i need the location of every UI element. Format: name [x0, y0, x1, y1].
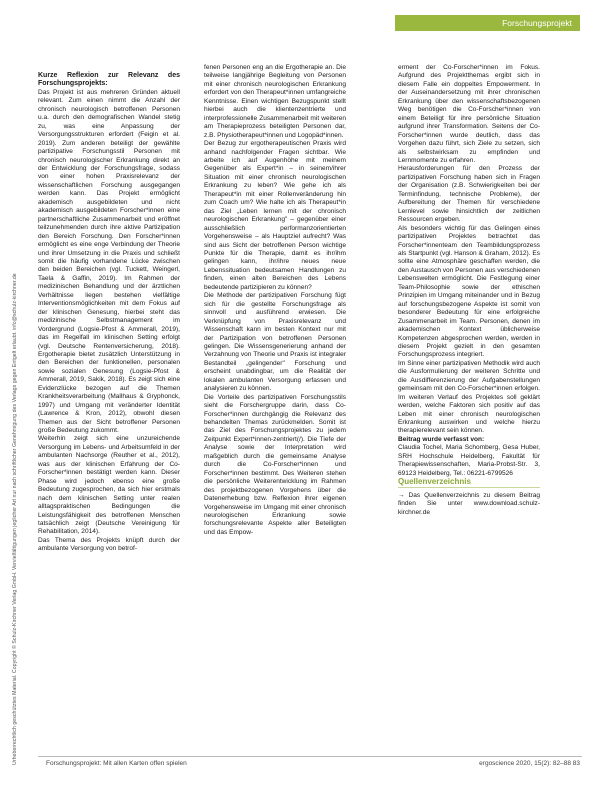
column-1: [38, 72, 180, 554]
paragraph: Das Thema des Projekts knüpft durch der ambulante Versorgung von betrof-: [38, 536, 180, 553]
footer-journal-page: ergoscience 2020, 15(2): 82–88 83: [479, 760, 580, 767]
paragraph: Das Projekt ist aus mehreren Gründen aktuell relevant. Zum einen nimmt die Anzahl der chronisch neurologisch betroffenen Personen u.a. durch den demografischen Wandel stetig zu, was eine Anpassung der Versorgungsstrukturen erfordert (Feigin et al. 2019). Zum anderen beteiligt der gewählte partizipative Forschungsstil Personen mit chronisch neurologischer Erkrankung direkt an der Entwicklung der Forschungsfrage, sodass von einer hohen Praxisrelevanz der wissenschaftlichen Forschung ausgegangen werden kann. Das Projekt ermöglicht akademisch ausgebildeten und nicht akademisch ausgebildeten Forscher*innen eine partnerschaftliche Zusammenarbeit und eröffnet teilzunehmenden durch ihre aktive Partizipation den Bereich Forschung. Den Forscher*innen ermöglicht es eine enge Verbindung der Theorie und ihrer Umsetzung in die Praxis und schließt somit die häufig vorhandene Lücke zwischen den beiden Bereichen (vgl. Tuckett, Weingerl, Taela & Gaffin, 2019). Im Rahmen der medizinischen Behandlung und der ärztlichen Verhältnisse liegen bestehen vielfältige Interventionsmöglichkeiten mit dem Fokus auf der klinischen Genesung, hierbei steht das medizinische Selbstmanagement im Vordergrund (Logsie-Pfost & Ammerall, 2019), das im Regelfall im klinischen Setting erfolgt (vgl. Deutsche Rentenversicherung, 2018). Ergotherapie bietet zusätzlich Unterstützung in den Bereichen der funktionellen, personalen sowie sozialen Genesung (Logsie-Pfost & Ammerall, 2019, Sakik, 2018). Es zeigt sich eine Evidenzlücke bezogen auf die Themen Krankheitsverarbeitung (Mallhaus & Gryphonck, 1997) und Umgang mit veränderter Identität (Lawrence & Kron, 2012), obwohl diesen Themen aus der Sicht betroffener Personen große Bedeutung zukommt.: [38, 88, 180, 435]
paragraph: Der Bezug zur ergotherapeutischen Praxis wird anhand nachfolgender Fragen sichtbar. Wie arbeite ich auf Augenhöhe mit meinem Gegenüber als Expert*in – in seinem/ihrer Situation mit einer chronisch neurologischen Erkrankung zu leben? Wie gehe ich als Therapeut*in mit einer Rollenveränderung hin zum Coach um? Wie halte ich als Therapeut*in das Ziel „Leben lernen mit der chronisch neurologischen Erkrankung" – gegenüber einer ausschließlich performanzorientierten Vorgehensweise – als Hauptziel aufrecht? Was sind aus Sicht der betroffenen Person wichtige Punkte für die Therapie, damit es ihr/ihm gelingen kann, ihr/ihre neues neue Lebenssituation bedeutsamen Handlungen zu finden, einen alten Bereichen des Lebens bedeutende partizipieren zu können?: [204, 140, 346, 291]
footer-running-title: Forschungsprojekt: Mit allen Karten offen spielen: [46, 760, 187, 767]
section-tag: Forschungsprojekt: [395, 15, 580, 31]
copyright-sidebar: [2, 40, 16, 770]
section-heading: Kurze Reflexion zur Relevanz des Forschungsprojekts:: [38, 72, 180, 88]
column-2: [204, 64, 346, 537]
paragraph: Als besonders wichtig für das Gelingen eines partizipativen Projektes betrachtet das Forscher*innenteam den Teambildungsprozess als Startpunkt (vgl. Hanson & Graham, 2012). Es sollte eine Atmosphäre geschaffen werden, die den Austausch von Personen aus verschiedenen Lebenswelten ermöglicht. Die Festlegung einer Team-Philosophie sowie der ethischen Prinzipien im Umgang miteinander und in Bezug auf forschungsbezogene Aspekte ist somit von besonderer Bedeutung für eine erfolgreiche Zusammenarbeit im Team. Personen, denen im akademischen Kontext üblicherweise Kompetenzen abgesprochen werden, werden in diesem Projekt gezielt in den gesamten Forschungsprozess integriert.: [398, 224, 540, 359]
paragraph: Die Methode der partizipativen Forschung fügt sich für die gestellte Forschungsfrage als sinnvoll und ausführend erwiesen. Die Verknüpfung von Praxisrelevanz und Wissenschaft kann im besten Kontext nur mit der Partizipation von betroffenen Personen gelingen. Die Wissensgenerierung anhand der Verzahnung von Theorie und Praxis ist integraler Bestandteil „gelingender" Forschung und erscheint unabdingbar, um die Realität der lokalen ambulanten Versorgung erfassen und analysieren zu können.: [204, 292, 346, 393]
references-divider: [398, 487, 540, 488]
authors-heading: Beitrag wurde verfasst von:: [398, 435, 485, 443]
references-heading: Quellenverzeichnis: [398, 477, 471, 487]
paragraph: erment der Co-Forscher*innen im Fokus. Aufgrund des Projektthemas ergibt sich in diesem Falle ein doppeltes Empowerment. In der Auseinandersetzung mit ihrer chronischen Erkrankung über den wissenschaftsbezogenen Weg benötigen die Co-Forscher*innen von einem Beteiligt für ihre persönliche Situation aufgrund ihrer Transformation. Seitens der Co-Forscher*innen wurde deutlich, dass das Vorgehen dazu führt, sich Ziele zu setzen, sich als selbstwirksam zu empfinden und Lernmomente zu erfahren.: [398, 64, 540, 164]
paragraph: Herausforderungen für den Prozess der partizipativen Forschung haben sich in Fragen der Organisation (z.B. Schwierigkeiten bei der Terminfindung, technische Probleme), der Aufbereitung der Themen für verschiedene Lernlevel sowie hinsichtlich der zeitlichen Ressourcen ergeben.: [398, 165, 540, 224]
page-footer: [20, 756, 582, 772]
paragraph: Die Vorteile des partizipativen Forschungsstils sieht die Forschergruppe darin, dass Co-Forscher*innen durchgängig die Relevanz des behandelten Themas zurückmelden. Somit ist das Ziel des Forschungsprojektes zu jedem Zeitpunkt Expert*innen-zentriert(/). Die Tiefe der Analyse sowie der Interpretation wird maßgeblich durch die gemeinsame Analyse durch die Co-Forscher*innen und Forscher*innen bestimmt. Des Weiteren stehen die persönliche Weiterentwicklung im Rahmen des projektbezogenen Vorgehens über die Datenerhebung bzw. Reflexion ihrer eigenen Vorgehensweise im Umgang mit einer chronisch neurologischen Erkrankung sowie forschungsrelevante Aspekte aller Beteiligten und das Empow-: [204, 393, 346, 536]
references-link[interactable]: → Das Quellenverzeichnis zu diesem Beitrag finden Sie unter www.download.schulz-kirchner.de: [398, 491, 540, 516]
footer-rule: [38, 756, 582, 757]
column-3: [398, 64, 540, 517]
paragraph: fenen Personen eng an die Ergotherapie an. Die teilweise langjährige Begleitung von Personen mit einer chronisch neurologischen Erkrankung erfordert von den Therapeut*innen umfangreiche Kenntnisse. Einen wichtigen Bezugspunkt stellt hierbei auch die klientenzentrierte und interprofessionelle Zusammenarbeit mit weiteren am Therapieprozess beteiligten Personen dar, z.B. Physiotherapeut*innen und Logopäd*innen.: [204, 64, 346, 139]
copyright-note: Urheberrechtlich geschütztes Material. Copyright © Schulz-Kirchner Verlag GmbH. Vervielfältigungen jeglicher Art nur nach schriftlicher Genehmigung des Verlags gegen Entgelt erlaubt. info@schulz-kirchner.de: [12, 273, 18, 765]
authors-text: Claudia Tochel, Maria Schomberg, Gesa Huber, SRH Hochschule Heidelberg, Fakultät für Therapiewissenschaften, Maria-Probst-Str. 3, 69123 Heidelberg, Tel.: 06221-6799526: [398, 444, 540, 477]
paragraph: Im Sinne einer partizipativen Methodik wird auch die Ausformulierung der weiteren Schritte und die Ausdifferenzierung der Aufgabenstellungen gemeinsam mit den Co-Forscher*innen erfolgen. Im weiteren Verlauf des Projektes soll geklärt werden, welche Faktoren sich positiv auf das Leben mit einer chronisch neurologischen Erkrankung auswirken und welche hierzu therapierelevant sein können.: [398, 359, 540, 435]
paragraph: Weiterhin zeigt sich eine unzureichende Versorgung im Lebens- und Arbeitsumfeld in der ambulanten Nachsorge (Reuther et al., 2012), was aus der klinischen Erfahrung der Co-Forscher*innen bestätigt werden kann. Dieser Phase wird jedoch ebenso eine große Bedeutung zugesprochen, da sich hier erstmals nach dem klinischen Setting unter realen alltagspraktischen Bedingungen die Leistungsfähigkeit des betroffenen Menschen tatsächlich zeigt (Deutsche Vereinigung für Rehabilitation, 2014).: [38, 435, 180, 536]
